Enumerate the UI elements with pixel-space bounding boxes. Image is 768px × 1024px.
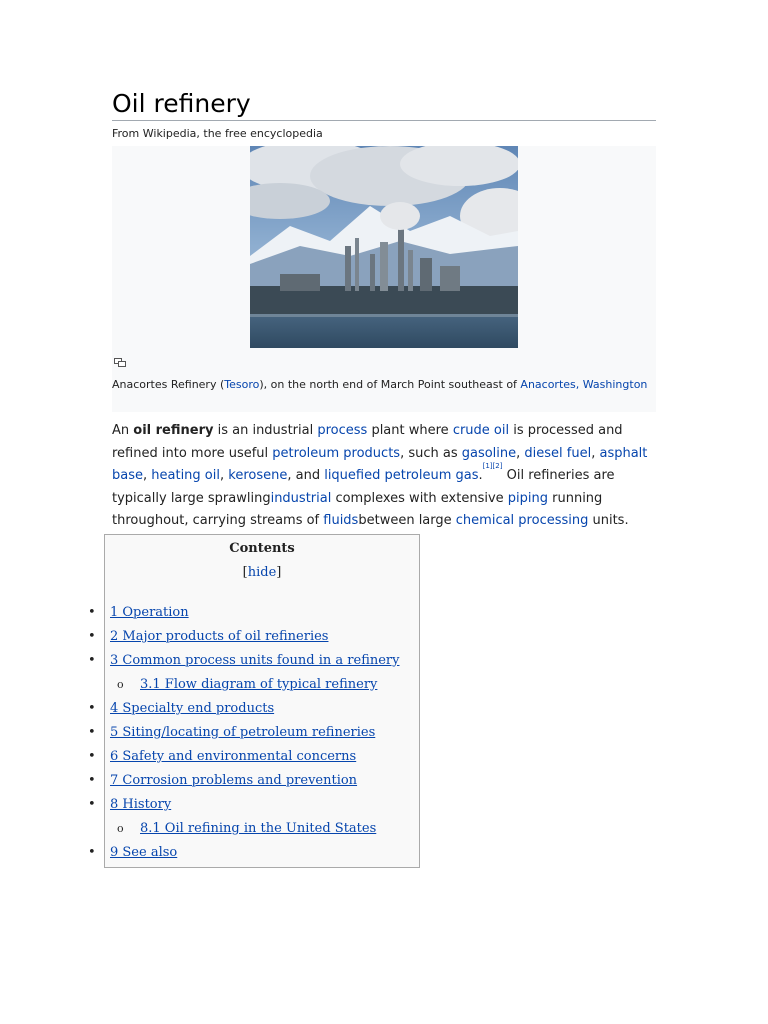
- bullet-icon: •: [88, 797, 96, 812]
- toc-link[interactable]: 3.1 Flow diagram of typical refinery: [140, 677, 378, 692]
- toc-link[interactable]: 1 Operation: [110, 605, 189, 620]
- bullet-icon: •: [88, 845, 96, 860]
- text: ,: [591, 445, 600, 461]
- toc-link[interactable]: 5 Siting/locating of petroleum refineries: [110, 725, 376, 740]
- bullet-icon: •: [88, 749, 96, 764]
- text: , and: [287, 468, 325, 484]
- heating-oil-link[interactable]: heating oil: [151, 468, 220, 484]
- toc-hide-toggle: [105, 565, 419, 580]
- toc-hide-link[interactable]: hide: [247, 565, 277, 580]
- text: units.: [588, 513, 629, 529]
- text: Oil refineries are typically large sprawling: [112, 468, 615, 506]
- asphalt-base-link[interactable]: asphalt base: [112, 445, 648, 484]
- reference-link[interactable]: [1][2]: [482, 462, 503, 471]
- text: complexes with extensive: [331, 490, 508, 506]
- sub-bullet-icon: o: [117, 822, 124, 835]
- chemical-processing-link[interactable]: chemical processing: [455, 513, 589, 529]
- piping-link[interactable]: piping: [507, 490, 548, 506]
- refinery-photo: [250, 146, 518, 348]
- toc-link[interactable]: 9 See also: [110, 845, 178, 860]
- text: running throughout, carrying streams of: [112, 490, 603, 529]
- toc-link[interactable]: 2 Major products of oil refineries: [110, 629, 329, 644]
- bracket: ]: [276, 565, 282, 580]
- bullet-icon: •: [88, 701, 96, 716]
- toc-link[interactable]: 6 Safety and environmental concerns: [110, 749, 357, 764]
- figure: [112, 146, 656, 412]
- toc-link[interactable]: 7 Corrosion problems and prevention: [110, 773, 358, 788]
- gasoline-link[interactable]: gasoline: [461, 445, 517, 461]
- text: An: [112, 423, 134, 438]
- kerosene-link[interactable]: kerosene: [228, 468, 288, 484]
- text: .: [478, 468, 483, 484]
- text: ,: [219, 468, 229, 484]
- text: , such as: [400, 445, 462, 461]
- text: ,: [143, 468, 152, 484]
- table-of-contents: [88, 534, 420, 868]
- figure-caption: [112, 374, 652, 395]
- text: plant where: [367, 423, 453, 438]
- fluids-link[interactable]: fluids: [323, 513, 359, 529]
- bold-term: oil refinery: [133, 423, 214, 438]
- caption-text: ), on the north end of March Point southeast of: [259, 378, 521, 391]
- magnify-clip-icon[interactable]: [114, 358, 126, 367]
- toc-link[interactable]: 8.1 Oil refining in the United States: [140, 821, 377, 836]
- text: is an industrial: [213, 423, 318, 438]
- anacortes-link[interactable]: Anacortes, Washington: [520, 378, 648, 391]
- bracket: [: [242, 565, 248, 580]
- lpg-link[interactable]: liquefied petroleum gas: [324, 468, 479, 484]
- tesoro-link[interactable]: Tesoro: [224, 378, 260, 391]
- article: [112, 88, 656, 533]
- industrial-link[interactable]: industrial: [270, 490, 332, 506]
- petroleum-products-link[interactable]: petroleum products: [272, 445, 401, 461]
- crude-oil-link[interactable]: crude oil: [452, 423, 510, 438]
- page-title: Oil refinery: [112, 88, 656, 121]
- diesel-fuel-link[interactable]: diesel fuel: [524, 445, 592, 461]
- bullet-icon: •: [88, 653, 96, 668]
- text: ,: [516, 445, 525, 461]
- intro-paragraph: [112, 420, 656, 533]
- tagline: From Wikipedia, the free encyclopedia: [112, 127, 323, 140]
- refinery-image[interactable]: [250, 146, 518, 348]
- bullet-icon: •: [88, 629, 96, 644]
- process-link[interactable]: process: [317, 423, 368, 438]
- bullet-icon: •: [88, 605, 96, 620]
- bullet-icon: •: [88, 773, 96, 788]
- toc-title: Contents: [229, 541, 295, 556]
- toc-link[interactable]: 3 Common process units found in a refinery: [110, 653, 400, 668]
- toc-link[interactable]: 4 Specialty end products: [110, 701, 275, 716]
- toc-link[interactable]: 8 History: [110, 797, 172, 812]
- sub-bullet-icon: o: [117, 678, 124, 691]
- text: is processed and refined into more useful: [112, 423, 623, 461]
- text: between large: [358, 513, 456, 529]
- caption-text: Anacortes Refinery (: [112, 378, 225, 391]
- bullet-icon: •: [88, 725, 96, 740]
